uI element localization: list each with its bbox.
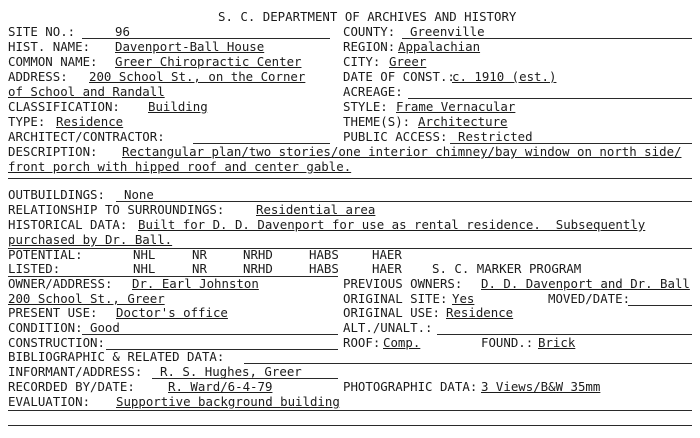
alt-unalt-label: ALT./UNALT.:	[343, 320, 433, 335]
historical-data-label: HISTORICAL DATA:	[8, 217, 128, 232]
theme-value: Architecture	[418, 114, 508, 129]
architect-label: ARCHITECT/CONTRACTOR:	[8, 129, 165, 144]
historical-data-rule	[8, 248, 692, 249]
moved-date-line	[628, 305, 692, 306]
original-use-value: Residence	[446, 305, 514, 320]
bibliographic-label: BIBLIOGRAPHIC & RELATED DATA:	[8, 349, 225, 364]
description-label: DESCRIPTION:	[8, 144, 98, 159]
potential-habs: HABS	[309, 247, 339, 262]
address-label: ADDRESS:	[8, 69, 68, 84]
description-rule	[8, 178, 692, 179]
condition-value: Good	[90, 320, 120, 335]
photographic-value: 3 Views/B&W 35mm	[481, 379, 601, 394]
historical-data-line2: purchased by Dr. Ball.	[8, 232, 173, 247]
date-of-const-value: c. 1910 (est.)	[452, 69, 557, 84]
site-no-label: SITE NO.:	[8, 24, 76, 39]
description-line1: Rectangular plan/two stories/one interior chimney/bay window on north side/	[122, 144, 682, 159]
style-label: STYLE:	[343, 99, 388, 114]
listed-nrhd: NRHD	[243, 261, 273, 276]
listed-habs: HABS	[309, 261, 339, 276]
construction-label: CONSTRUCTION:	[8, 335, 105, 350]
potential-nr: NR	[192, 247, 207, 262]
potential-nrhd: NRHD	[243, 247, 273, 262]
outbuildings-label: OUTBUILDINGS:	[8, 187, 105, 202]
address-value-line2: of School and Randall	[8, 84, 165, 99]
previous-owners-value: D. D. Davenport and Dr. Ball	[481, 276, 690, 291]
evaluation-rule	[8, 410, 692, 411]
hist-name-value: Davenport-Ball House	[115, 39, 265, 54]
style-value: Frame Vernacular	[396, 99, 516, 114]
city-value: Greer	[389, 54, 427, 69]
classification-value: Building	[148, 99, 208, 114]
roof-label: ROOF:	[343, 335, 381, 350]
owner-value-line1: Dr. Earl Johnston	[132, 276, 259, 291]
address-value-line1: 200 School St., on the Corner	[89, 69, 306, 84]
hist-name-label: HIST. NAME:	[8, 39, 91, 54]
listed-haer: HAER	[372, 261, 402, 276]
public-access-value: Restricted	[458, 129, 533, 144]
bibliographic-line	[244, 363, 692, 364]
site-no-value: 96	[115, 24, 130, 39]
potential-label: POTENTIAL:	[8, 247, 83, 262]
condition-label: CONDITION:	[8, 320, 83, 335]
listed-nhl: NHL	[133, 261, 156, 276]
relationship-label: RELATIONSHIP TO SURROUNDINGS:	[8, 202, 225, 217]
type-label: TYPE:	[8, 114, 46, 129]
original-use-label: ORIGINAL USE:	[343, 305, 440, 320]
potential-nhl: NHL	[133, 247, 156, 262]
common-name-label: COMMON NAME:	[8, 54, 98, 69]
outbuildings-value: None	[124, 187, 154, 202]
condition-line	[82, 334, 338, 335]
original-site-value: Yes	[452, 291, 475, 306]
moved-date-label: MOVED/DATE:	[548, 291, 631, 306]
present-use-label: PRESENT USE:	[8, 305, 98, 320]
city-label: CITY:	[343, 54, 381, 69]
bottom-rule	[8, 425, 692, 426]
recorded-label: RECORDED BY/DATE:	[8, 379, 135, 394]
evaluation-value: Supportive background building	[116, 394, 340, 409]
previous-owners-label: PREVIOUS OWNERS:	[343, 276, 463, 291]
region-value: Appalachian	[398, 39, 481, 54]
county-label: COUNTY:	[343, 24, 396, 39]
form-title: S. C. DEPARTMENT OF ARCHIVES AND HISTORY	[218, 9, 517, 24]
evaluation-label: EVALUATION:	[8, 394, 91, 409]
owner-label: OWNER/ADDRESS:	[8, 276, 113, 291]
listed-label: LISTED:	[8, 261, 61, 276]
theme-label: THEME(S):	[343, 114, 411, 129]
original-site-label: ORIGINAL SITE:	[343, 291, 448, 306]
common-name-value: Greer Chiropractic Center	[115, 54, 302, 69]
region-label: REGION:	[343, 39, 396, 54]
relationship-value: Residential area	[256, 202, 376, 217]
informant-label: INFORMANT/ADDRESS:	[8, 364, 143, 379]
county-value: Greenville	[410, 24, 485, 39]
historical-data-line1: Built for D. D. Davenport for use as rental residence. Subsequently	[138, 217, 646, 232]
date-of-const-label: DATE OF CONST.:	[343, 69, 455, 84]
acreage-label: ACREAGE:	[343, 84, 403, 99]
found-label: FOUND.:	[481, 335, 534, 350]
owner-value-line2: 200 School St., Greer	[8, 291, 165, 306]
type-value: Residence	[56, 114, 124, 129]
photographic-label: PHOTOGRAPHIC DATA:	[343, 379, 478, 394]
found-value: Brick	[538, 335, 576, 350]
roof-value: Comp.	[383, 335, 421, 350]
listed-nr: NR	[192, 261, 207, 276]
present-use-value: Doctor's office	[116, 305, 228, 320]
public-access-label: PUBLIC ACCESS:	[343, 129, 448, 144]
description-line2: front porch with hipped roof and center gable.	[8, 159, 352, 174]
marker-program-label: S. C. MARKER PROGRAM	[432, 261, 582, 276]
potential-haer: HAER	[372, 247, 402, 262]
recorded-value: R. Ward/6-4-79	[168, 379, 273, 394]
informant-value: R. S. Hughes, Greer	[160, 364, 302, 379]
classification-label: CLASSIFICATION:	[8, 99, 120, 114]
